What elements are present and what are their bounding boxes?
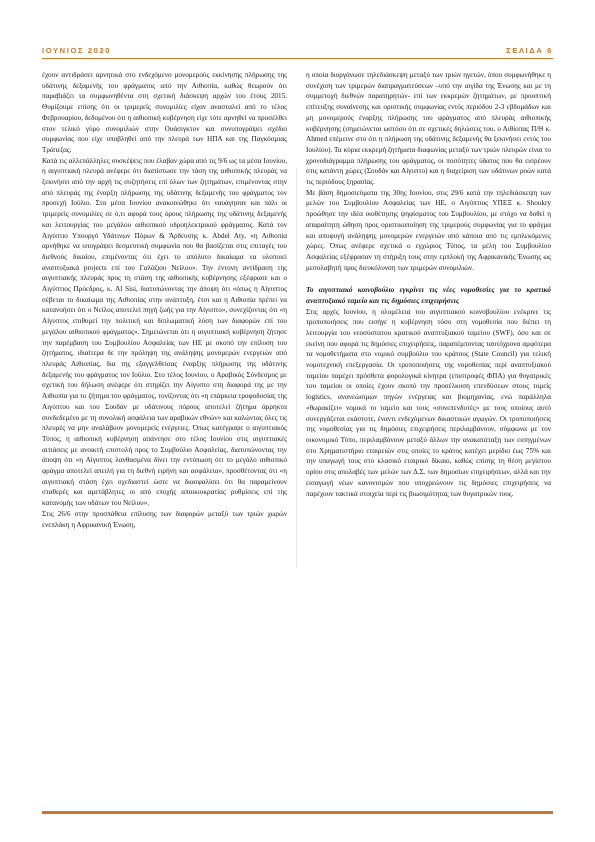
header-rule xyxy=(42,58,553,59)
right-column xyxy=(306,70,551,499)
right-paragraph-3: Στις αρχές Ιουνίου, η ολομέλεια του αιγυπτιακού κοινοβουλίου ενέκρινε τις τροποποιήσεις που εισήγε η κυβέρνηση τόσο στη νομοθεσία που διέπει τη λειτουργία του νεοσύστατου κρατικού αναπτυξιακού ταμείου (SWF), όσο και σε εκείνη που αφορά τις δημόσιες επιχειρήσεις, παραπέμποντας ταυτόχρονα αμφότερα τα νομοθετήματα στο νομικό συμβούλιο του κράτους (State Council) για τελική νομοτεχνική επεξεργασία. Οι τροποποιήσεις της νομοθεσίας περί αναπτυξιακού ταμείου παρέχει πρόσθετα φορολογικά κίνητρα (επιστροφές ΦΠΑ) για θυγατρικές του ταμείου οι οποίες έχουν σκοπό την προσέλκυση επενδύσεων στους τομείς logistics, ανανεώσιμων πηγών ενέργειας και βιομηχανίας, ενώ παράλληλα «θωρακίζει» νομικά το ταμείο και τους «συνεπενδυτές» με τους οποίους αυτό συνεργάζεται εκάστοτε, έναντι ενδεχόμενων δικαστικών αγωγών. Οι τροποποιήσεις της νομοθεσίας για τις δημόσιες επιχειρήσεις περιλαμβάνουν, σύμφωνα με τον οικονομικό Τύπο, περιλαμβάνουν μεταξύ άλλων την ανακατάταξη των εισηγμένων στο Χρηματιστήριο εταιρειών στις οποίες το κράτος κατέχει μερίδιο έως 75% και την υπαγωγή τους στο κλασικό εταιρικό δίκαιο, καθώς επίσης τη θέση μεγίστου ορίου στις απολαβές των μελών των Δ.Σ. των δημοσίων επιχειρήσεων, αλλά και την εισαγωγή νέων κανονισμών που υποχρεώνουν τις δημόσιες επιχειρήσεις να παρέχουν τακτικά στοιχεία περί τις βιωσιμότητας των θυγατρικών τους. xyxy=(306,307,551,498)
issue-date: ΙΟΥΝΙΟΣ 2020 xyxy=(42,46,112,55)
section-heading: Το αιγυπτιακό κοινοβούλιο εγκρίνει τις νέες νομοθεσίες για το κρατικό αναπτυξιακό ταμείο και τις δημόσιες επιχειρήσεις xyxy=(306,285,551,305)
column-divider xyxy=(296,168,297,568)
right-paragraph-2: Με βάση δημοσιεύματα της 30ης Ιουνίου, στις 29/6 κατά την τηλεδιάσκεψη των μελών του Συμβουλίου Ασφαλείας των ΗΕ, ο Αιγύπτιος ΥΠΕΞ κ. Shoukry προώθησε την ιδέα υιοθέτησης ψηφίσματος του Συμβουλίου, με στόχο να δοθεί η απαραίτητη ώθηση προς οριστικοποίηση της τριμερούς συμφωνίας για το φράγμα και αποφυγή ανάληψης μονομερών ενεργειών από κάποια από τις εμπλεκόμενες χώρες. Όπως ανέφερε σχετικά ο εγχώριος Τύπος, τα μέλη του Συμβουλίου Ασφαλείας εξέφρασαν τη στήριξη τους στην εμπλοκή της Αφρικανικής Ένωσης ως μεσολαβητή προς διευκόλυνση των τριμερών συνομιλιών. xyxy=(306,188,551,272)
right-paragraph-1: η οποία διοργάνωσε τηλεδιάσκεψη μεταξύ των τριών ηγετών, όπου συμφωνήθηκε η συνέχιση των τριμερών διαπραγματεύσεων –υπό την αιγίδα της Ένωσης και με τη συμμετοχή διεθνών παρατηρητών- επί των εκκρεμών ζητημάτων, με προοπτική επίτευξης συναίνεσης και οριστικής συμφωνίας εντός περιόδου 2-3 εβδομάδων και μη μονομερούς έναρξης πλήρωσης του φράγματος από πλευράς αιθιοπικής κυβέρνησης (σημειώνεται ωστόσο ότι σε σχετικές δηλώσεις του, ο Αιθίοπας Π/Θ κ. Ahmed επέμεινε στο ότι η πλήρωση της υδάτινης δεξαμενής θα ξεκινήσει εντός του Ιουλίου). Τα κύρια εκκρεμή ζητήματα διαφωνίας μεταξύ των τριών πλευρών είναι το χρονοδιάγραμμα πλήρωσης του φράγματος, οι ποσότητες ύδατος που θα εισρέουν στις κατάντη χώρες (Σουδάν και Αίγυπτο) και η διαχείριση των υδάτινων ροών κατά τις περιόδους ξηρασίας. xyxy=(306,71,551,187)
page-number: ΣΕΛΙΔΑ 6 xyxy=(506,46,553,55)
footer-bar xyxy=(42,811,553,814)
left-paragraph-2: Κατά τις αλλεπάλληλες συσκέψεις που έλαβαν χώρα από τις 9/6 ως τα μέσα Ιουνίου, η αιγυπτιακή πλευρά ανέφερε ότι διαπίστωσε την τάση της αιθιοπικής πλευράς να ξεκινήσει από την αρχή τις συζητήσεις επί όλων των ζητημάτων, επιμένοντας στην από πλευράς της έναρξη πλήρωσης της υδάτινης δεξαμενής του φράγματος τον προσεχή Ιούλιο. Στα μέσα Ιουνίου ανακοινώθηκε ότι ναυάγησαν και πάλι οι τριμερείς συνομιλίες σε ό,τι αφορά τους όρους πλήρωσης της υδάτινης δεξαμενής και λειτουργίας του μεγάλου αιθιοπικού υδροηλεκτρικού φράγματος. Κατά τον Αιγύπτιο Υπουργό Υδάτινων Πόρων & Άρδευσης κ. Abdel Aty, «η Αιθιοπία αρνήθηκε να υπογράψει δεσμευτική συμφωνία που θα βασίζεται στις επιταγές του διεθνούς δικαίου, επιμένοντας ότι έχει το απόλυτο δικαίωμα να υλοποιεί αναπτυξιακά projects επί του Γαλάζιου Νείλου». Την έντονη αντίδραση της αιγυπτιακής πλευράς προς τη στάση της αιθιοπικής κυβέρνησης εξέφρασε και ο Αιγύπτιος Πρόεδρος, κ. Al Sisi, διατυπώνοντας την άποψη ότι «όπως η Αίγυπτος σέβεται το δικαίωμα της Αιθιοπίας στην ανάπτυξη, έτσι και η Αιθιοπία πρέπει να κατανοήσει ότι ο Νείλος αποτελεί πηγή ζωής για την Αίγυπτο», συνεχίζοντας ότι «η Αίγυπτος επιθυμεί την πολιτική και διπλωματική λύση των διαφορών επί του μεγάλου αιθιοπικού φράγματος». Σημειώνεται ότι η αιγυπτιακή κυβέρνηση ζήτησε την παρέμβαση του Συμβουλίου Ασφαλείας των ΗΕ με σκοπό την επίλυση του ζητήματος, ιδιαίτερα δε την πρόληψη της ανάληψης μονομερών ενεργειών από πλευράς Αιθιοπίας, δια της εξαγγελθείσας έναρξης πλήρωσης της υδάτινης δεξαμενής του φράγματος τον Ιούλιο. Στο τέλος Ιουνίου, ο Αραβικός Σύνδεσμος με σχετική του δήλωση ανέφερε ότι στηρίζει την Αίγυπτο στη διαφορά της με την Αιθιοπία για το ζήτημα του φράγματος, τονίζοντας ότι «η επάρκεια τροφοδοσίας της Αιγύπτου και του Σουδάν με υδάτινους πόρους αποτελεί ζήτημα άρρηκτα συνδεδεμένο με τη συνολική ασφάλεια των αραβικών εθνών» και καλώντας όλες τις πλευρές να μην αναλάβουν μονομερείς ενέργειες. Όπως κατέγραψε ο αιγυπτιακός Τύπος, η αιθιοπική κυβέρνηση απάντησε στο τέλος Ιουνίου στις αιγυπτιακές αιτιάσεις με ανοικτή επιστολή προς το Συμβούλιο Ασφαλείας, διατυπώνοντας την άποψη ότι «η Αίγυπτος λανθασμένα δίνει την εντύπωση ότι το μεγάλο αιθιοπικό φράγμα αποτελεί απειλή για τη διεθνή ειρήνη και ασφάλεια», προσθέτοντας ότι «η αιγυπτιακή στάση έχει σχεδιαστεί ώστε να διασφαλίσει ότι θα παραμείνουν σταθερές και αμετάβλητες οι από εποχής αποικιοκρατίας ρυθμίσεις επί της κατανομής των υδάτων του Νείλου». xyxy=(42,156,287,508)
left-column xyxy=(42,70,287,530)
left-paragraph-3: Στις 26/6 στην προσπάθεια επίλυσης των διαφορών μεταξύ των τριών χωρών ενεπλάκη η Αφρικανική Ένωση, xyxy=(42,509,287,529)
left-paragraph-1: έχουν αντιδράσει αρνητικά στο ενδεχόμενο μονομερούς εκκίνησης πλήρωσης της υδάτινης δεξαμενής του φράγματος από την Αιθιοπία, καθώς θεωρούν ότι παραβιάζει τα συμφωνηθέντα στη σχετική διάσκεψη αρχών του έτους 2015. Θυμίζουμε επίσης ότι οι τριμερείς συνομιλίες είχαν ανασταλεί από το τέλος Φεβρουαρίου, δεδομένου ότι η αιθιοπική κυβέρνηση είχε τότε αρνηθεί να προσέλθει στον τελικό γύρο συνομιλιών στην Ουάσιγκτον και συνυπογράψει σχέδιο συμφωνίας που είχε υποβληθεί από την πλευρά των ΗΠΑ και της Παγκόσμιας Τράπεζας. xyxy=(42,71,287,154)
